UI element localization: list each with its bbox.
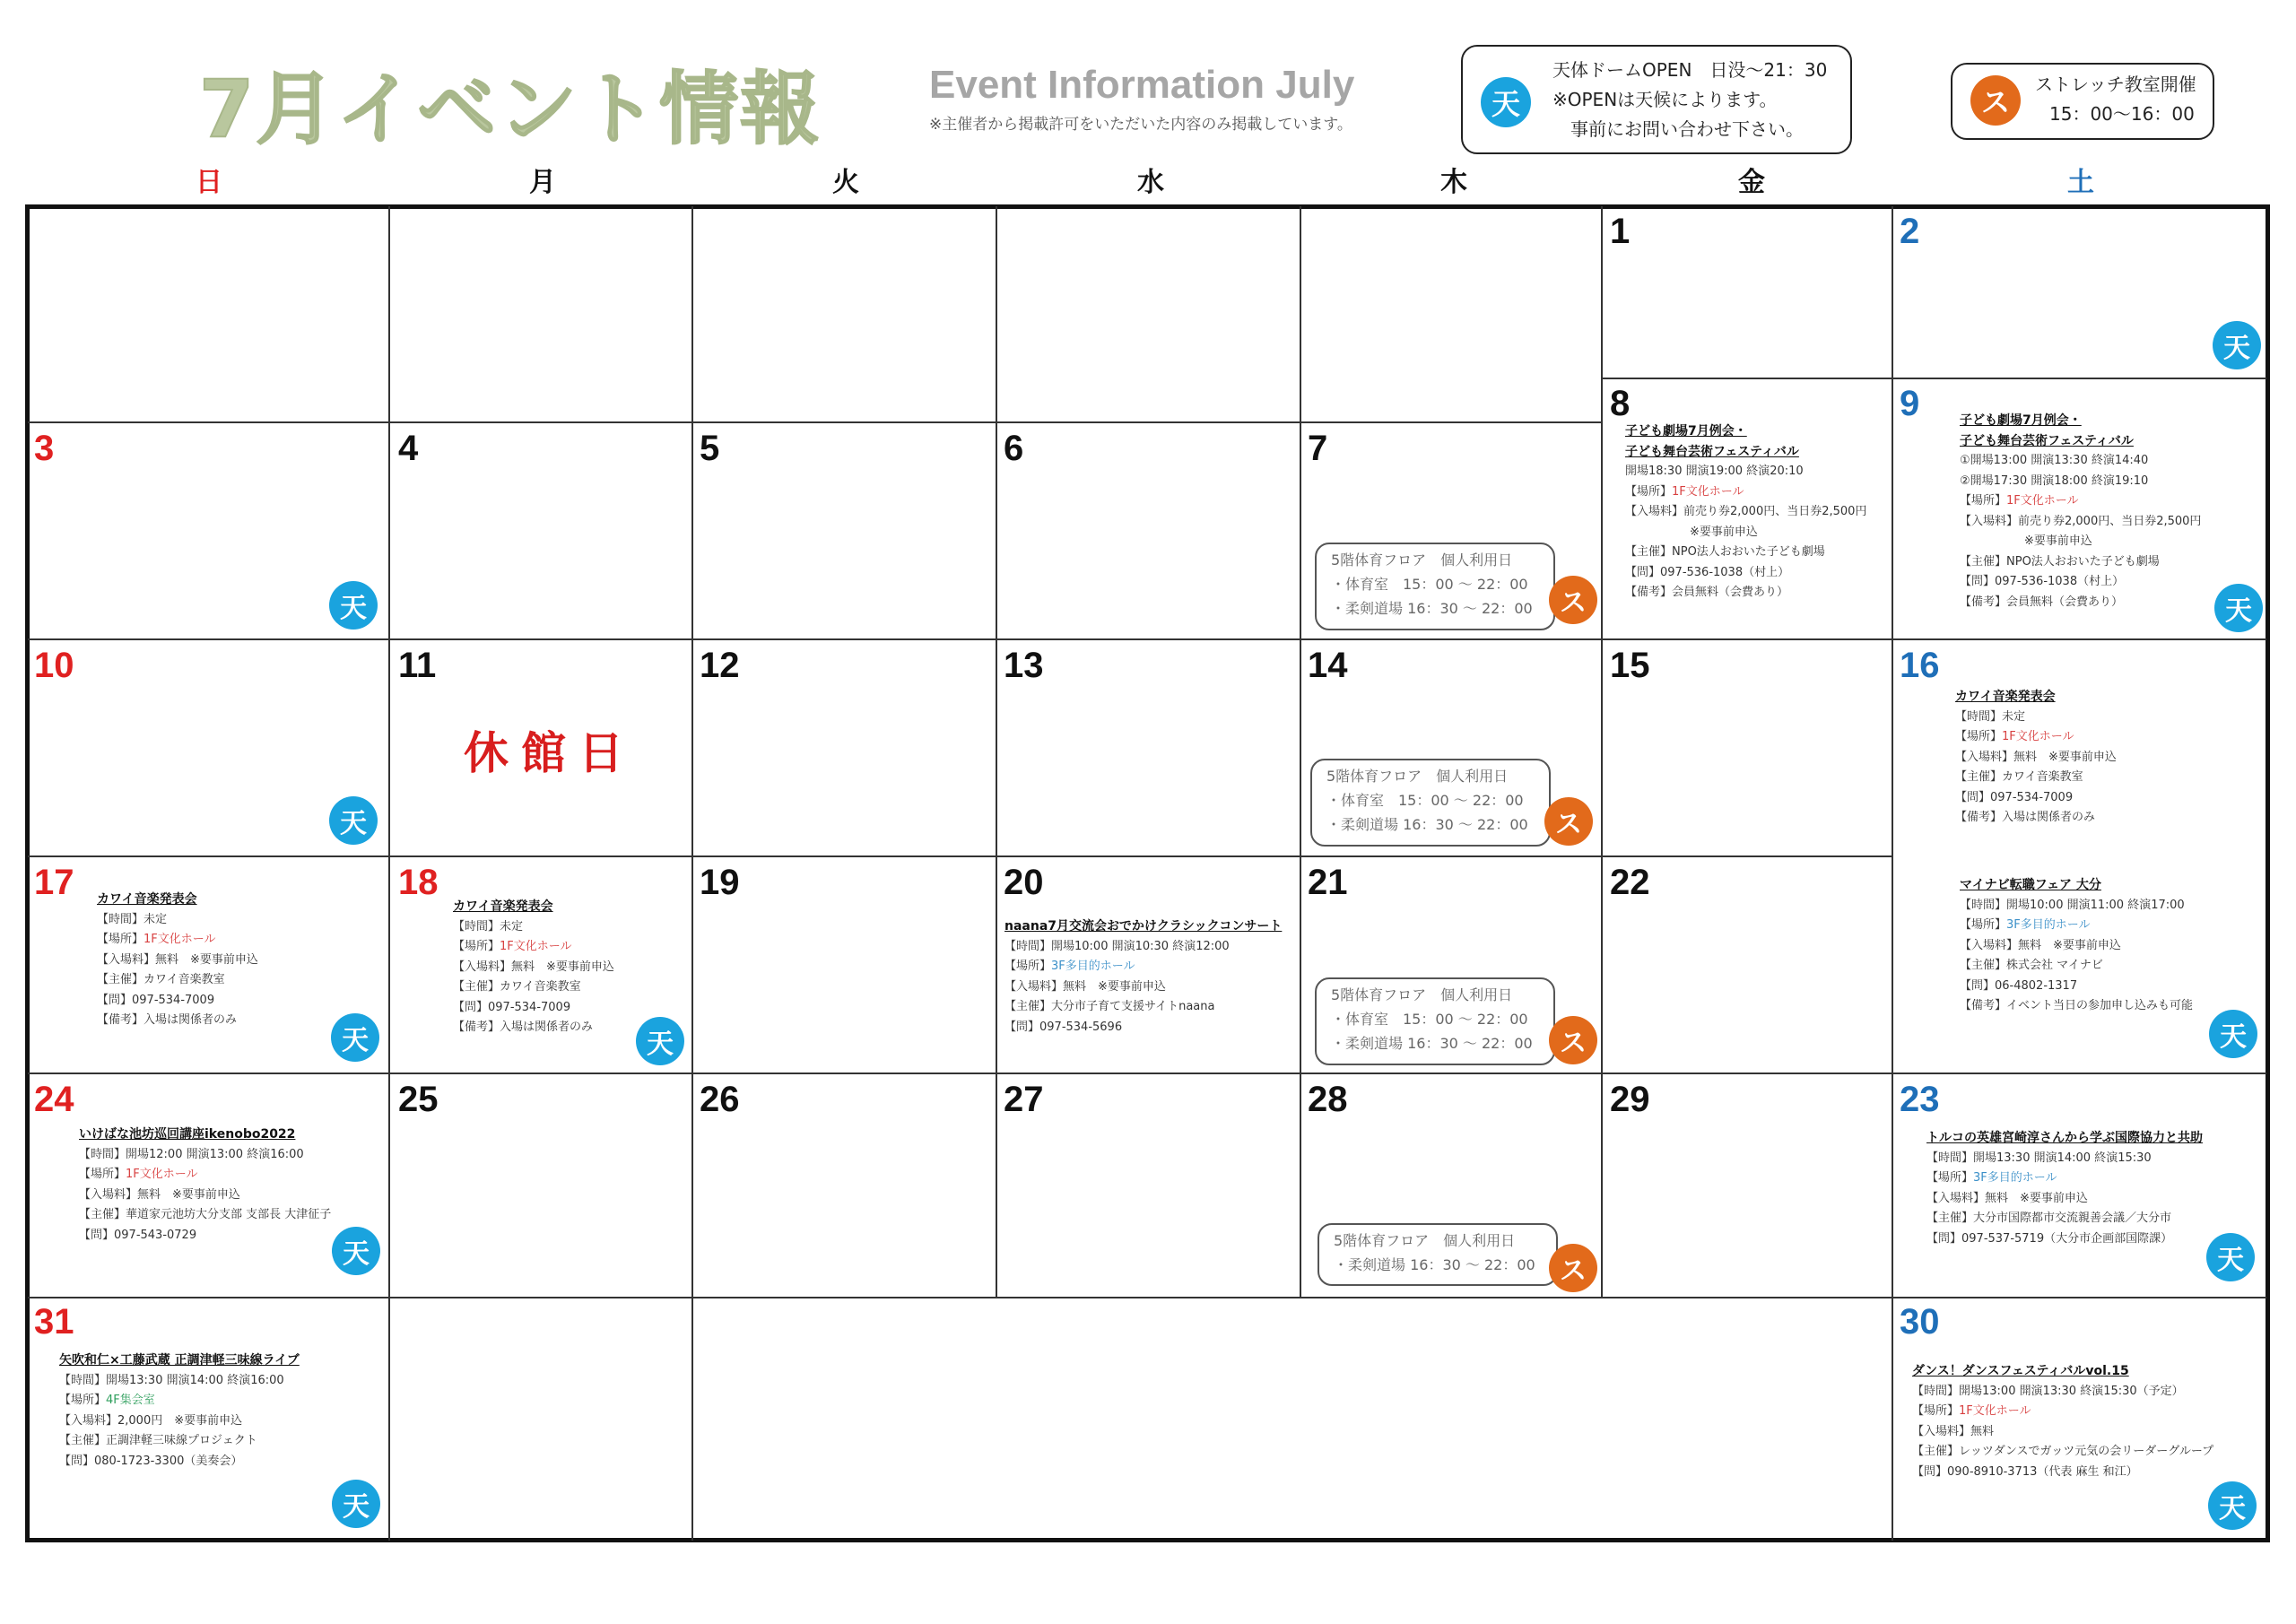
- event-place: [1960, 491, 2229, 512]
- event-place: [59, 1391, 382, 1411]
- event-tel: 【問】097-536-1038（村上）: [1960, 575, 2125, 588]
- day-number: 24: [34, 1080, 74, 1119]
- event-time: 【時間】未定: [1955, 709, 2026, 724]
- event-memo: 【備考】会員無料（会費あり）: [1625, 586, 1789, 599]
- gym-usage-box: [1310, 759, 1551, 847]
- day-number: 23: [1900, 1080, 1940, 1119]
- grid-line: [28, 855, 1893, 857]
- event-listing: [1955, 687, 2224, 829]
- event-time: 【時間】開場10:00 開演10:30 終演12:00: [1004, 939, 1230, 953]
- page-title: 7月イベント情報: [199, 63, 822, 155]
- event-fee: 【入場料】無料 ※要事前申込: [1960, 938, 2121, 952]
- day-number: 2: [1900, 212, 1920, 251]
- event-memo: 【備考】入場は関係者のみ: [97, 1013, 238, 1027]
- weekday-sun: 日: [196, 167, 222, 198]
- place-value: 1F文化ホール: [1959, 1404, 2031, 1418]
- dome-icon: 天: [2213, 321, 2261, 369]
- event-listing: [79, 1125, 384, 1246]
- event-tel: 【問】080-1723-3300（美奏会）: [59, 1454, 243, 1468]
- closed-day-label: 休館日: [464, 727, 636, 779]
- event-place: [453, 937, 686, 958]
- gym-room-hours: ・体育室 15：00 ～ 22：00: [1331, 1011, 1528, 1028]
- event-fee: 【入場料】無料 ※要事前申込: [1004, 979, 1166, 994]
- event-place: [1955, 727, 2224, 748]
- event-title: 子ども劇場7月例会・: [1960, 413, 2082, 428]
- event-listing: [1960, 411, 2229, 612]
- event-fee: 【入場料】無料 ※要事前申込: [453, 960, 614, 974]
- weekday-tue: 火: [832, 167, 859, 198]
- event-time: 【時間】開場13:30 開演14:00 終演15:30: [1926, 1151, 2152, 1165]
- event-memo: 【備考】会員無料（会費あり）: [1960, 595, 2124, 609]
- day-number: 5: [700, 429, 720, 468]
- day-number: 20: [1004, 863, 1044, 902]
- weekday-mon: 月: [529, 167, 556, 198]
- gym-room-hours: ・体育室 15：00 ～ 22：00: [1331, 576, 1528, 593]
- event-tel: 【問】097-543-0729: [79, 1228, 197, 1242]
- event-listing: [1960, 875, 2265, 1017]
- event-fee: 【入場料】無料 ※要事前申込: [97, 952, 258, 967]
- day-number: 3: [34, 429, 55, 468]
- event-host: 【主催】華道家元池坊大分支部 支部長 大津征子: [79, 1208, 332, 1221]
- kendo-hours: ・柔剣道場 16：30 ～ 22：00: [1331, 1035, 1533, 1052]
- event-tel: 【問】097-534-7009: [1955, 790, 2074, 804]
- dome-icon: 天: [2214, 584, 2263, 632]
- place-label: 【場所】: [1625, 484, 1673, 499]
- legend-su-line-1: ストレッチ教室開催: [2035, 74, 2196, 95]
- event-memo: 【備考】入場は関係者のみ: [1955, 811, 2096, 824]
- event-listing: [1625, 421, 1894, 604]
- gym-title: 5階体育フロア 個人利用日: [1334, 1232, 1516, 1249]
- weekday-thu: 木: [1440, 167, 1467, 198]
- event-title: 子ども舞台芸術フェスティバル: [1625, 444, 1799, 459]
- gym-usage-box: [1315, 543, 1555, 630]
- stretch-icon: ス: [1549, 1244, 1597, 1292]
- place-value: 3F多目的ホール: [1051, 960, 1135, 973]
- event-host: 【主催】大分市子育て支援サイトnaana: [1004, 1000, 1215, 1013]
- event-tel: 【問】097-536-1038（村上）: [1625, 565, 1790, 579]
- place-value: 3F多目的ホール: [1973, 1171, 2057, 1185]
- event-host: 【主催】カワイ音楽教室: [453, 980, 581, 994]
- event-fee-note: ※要事前申込: [1690, 525, 1758, 539]
- day-number: 11: [398, 646, 437, 685]
- event-time: 【時間】開場13:00 開演13:30 終演15:30（予定）: [1912, 1384, 2184, 1398]
- weekday-wed: 水: [1137, 167, 1164, 198]
- grid-line: [388, 206, 390, 1541]
- event-place: [1004, 957, 1300, 977]
- dome-icon: 天: [1481, 77, 1531, 127]
- dome-icon: 天: [331, 1013, 379, 1062]
- event-host: 【主催】大分市国際都市交流親善会議／大分市: [1926, 1211, 2172, 1225]
- place-label: 【場所】: [97, 933, 144, 946]
- day-number: 16: [1900, 646, 1940, 685]
- day-number: 10: [34, 646, 74, 685]
- gym-usage-box: [1318, 1223, 1558, 1286]
- event-time: ②開場17:30 開演18:00 終演19:10: [1960, 473, 2149, 488]
- legend-ten-line-3: 事前にお問い合わせ下さい。: [1570, 118, 1804, 140]
- event-tel: 【問】097-534-5696: [1004, 1020, 1123, 1034]
- event-place: [1926, 1168, 2258, 1189]
- event-time: 【時間】開場10:00 開演11:00 終演17:00: [1960, 898, 2185, 912]
- legend-ten: [1461, 45, 1852, 154]
- grid-line: [1601, 206, 1603, 1298]
- place-value: 1F文化ホール: [500, 940, 572, 953]
- event-fee: 【入場料】無料: [1912, 1424, 1995, 1438]
- day-number: 12: [700, 646, 740, 685]
- dome-icon: 天: [2209, 1010, 2257, 1058]
- legend-su-line-2: 15：00～16：00: [2049, 103, 2195, 125]
- place-value: 4F集会室: [106, 1394, 155, 1407]
- event-fee: 【入場料】前売り券2,000円、当日券2,500円: [1625, 505, 1867, 518]
- event-title: トルコの英雄宮崎淳さんから学ぶ国際協力と共助: [1926, 1131, 2203, 1145]
- event-listing: [453, 897, 686, 1038]
- place-label: 【場所】: [1926, 1171, 1974, 1185]
- day-number: 6: [1004, 429, 1024, 468]
- place-label: 【場所】: [1004, 960, 1052, 973]
- event-tel: 【問】090-8910-3713（代表 麻生 和江）: [1912, 1464, 2138, 1479]
- gym-title: 5階体育フロア 個人利用日: [1331, 551, 1513, 569]
- weekday-sat: 土: [2067, 167, 2094, 198]
- event-listing: [97, 890, 366, 1031]
- event-title: カワイ音楽発表会: [97, 892, 197, 907]
- event-title: いけばな池坊巡回講座ikenobo2022: [79, 1127, 296, 1142]
- event-time: 【時間】開場13:30 開演14:00 終演16:00: [59, 1373, 284, 1387]
- place-label: 【場所】: [1955, 730, 2003, 743]
- place-label: 【場所】: [1960, 918, 2007, 932]
- legend-ten-line-2: ※OPENは天候によります。: [1552, 89, 1778, 110]
- grid-line: [1603, 378, 2266, 379]
- gym-usage-box: [1315, 977, 1555, 1065]
- kendo-hours: ・柔剣道場 16：30 ～ 22：00: [1326, 816, 1528, 833]
- event-host: 【主催】NPO法人おおいた子ども劇場: [1625, 545, 1825, 559]
- place-value: 3F多目的ホール: [2006, 918, 2091, 932]
- event-place: [1960, 916, 2265, 936]
- event-host: 【主催】カワイ音楽教室: [1955, 770, 2083, 784]
- event-place: [1625, 482, 1894, 503]
- day-number: 30: [1900, 1302, 1940, 1342]
- event-listing: [1912, 1361, 2266, 1482]
- event-place: [97, 930, 366, 951]
- place-value: 1F文化ホール: [2002, 730, 2074, 743]
- day-number: 19: [700, 863, 740, 902]
- stretch-icon: ス: [1549, 576, 1597, 624]
- event-tel: 【問】097-534-7009: [453, 1000, 571, 1014]
- place-label: 【場所】: [1912, 1404, 1960, 1418]
- event-time: 【時間】未定: [453, 919, 524, 934]
- weekday-fri: 金: [1738, 167, 1765, 198]
- grid-line: [691, 206, 693, 1541]
- legend-su: [1951, 63, 2214, 140]
- event-time: 【時間】未定: [97, 912, 168, 926]
- dome-icon: 天: [2208, 1481, 2257, 1530]
- grid-line: [28, 1073, 2266, 1074]
- day-number: 1: [1610, 212, 1631, 251]
- day-number: 28: [1308, 1080, 1348, 1119]
- dome-icon: 天: [329, 581, 378, 630]
- event-fee: 【入場料】無料 ※要事前申込: [79, 1187, 240, 1202]
- event-host: 【主催】株式会社 マイナビ: [1960, 959, 2103, 972]
- event-title: 子ども劇場7月例会・: [1625, 424, 1747, 439]
- day-number: 22: [1610, 863, 1650, 902]
- event-tel: 【問】097-534-7009: [97, 993, 215, 1007]
- event-tel: 【問】06-4802-1317: [1960, 978, 2078, 993]
- day-number: 14: [1308, 646, 1348, 685]
- gym-title: 5階体育フロア 個人利用日: [1326, 768, 1509, 785]
- grid-line: [28, 421, 1603, 423]
- day-number: 25: [398, 1080, 439, 1119]
- page-subtitle: Event Information July: [929, 63, 1355, 107]
- publication-note: ※主催者から掲載許可をいただいた内容のみ掲載しています。: [929, 116, 1352, 134]
- event-listing: [59, 1350, 382, 1472]
- gym-title: 5階体育フロア 個人利用日: [1331, 986, 1513, 1003]
- event-fee: 【入場料】無料 ※要事前申込: [1926, 1191, 2088, 1205]
- day-number: 18: [398, 863, 439, 902]
- day-number: 8: [1610, 384, 1631, 423]
- dome-icon: 天: [636, 1017, 684, 1065]
- grid-line: [28, 638, 2266, 640]
- event-title: 矢吹和仁×工藤武蔵 正調津軽三味線ライブ: [59, 1353, 300, 1368]
- kendo-hours: ・柔剣道場 16：30 ～ 22：00: [1331, 600, 1533, 617]
- day-number: 31: [34, 1302, 74, 1342]
- legend-ten-line-1: 天体ドームOPEN 日没～21：30: [1552, 59, 1828, 81]
- event-title: ダンス！ダンスフェスティバルvol.15: [1912, 1364, 2129, 1378]
- event-title: マイナビ転職フェア 大分: [1960, 878, 2101, 892]
- event-title: カワイ音楽発表会: [1955, 690, 2056, 704]
- event-place: [79, 1165, 384, 1185]
- day-number: 17: [34, 863, 74, 902]
- place-label: 【場所】: [453, 940, 500, 953]
- day-number: 7: [1308, 429, 1328, 468]
- kendo-hours: ・柔剣道場 16：30 ～ 22：00: [1334, 1256, 1535, 1273]
- event-host: 【主催】カワイ音楽教室: [97, 973, 225, 986]
- stretch-icon: ス: [1549, 1016, 1597, 1064]
- grid-line: [1300, 206, 1301, 1298]
- gym-room-hours: ・体育室 15：00 ～ 22：00: [1326, 792, 1524, 809]
- event-time: ①開場13:00 開演13:30 終演14:40: [1960, 454, 2149, 467]
- event-time: 【時間】開場12:00 開演13:00 終演16:00: [79, 1147, 304, 1161]
- event-host: 【主催】NPO法人おおいた子ども劇場: [1960, 554, 2160, 569]
- event-place: [1912, 1402, 2266, 1422]
- dome-icon: 天: [332, 1227, 380, 1275]
- day-number: 9: [1900, 384, 1920, 423]
- day-number: 26: [700, 1080, 740, 1119]
- event-listing: [1004, 916, 1300, 1038]
- grid-line: [1892, 206, 1893, 1541]
- event-time: 開場18:30 開演19:00 終演20:10: [1625, 465, 1804, 478]
- day-number: 29: [1610, 1080, 1650, 1119]
- place-value: 1F文化ホール: [1672, 484, 1744, 499]
- place-value: 1F文化ホール: [126, 1168, 198, 1181]
- event-host: 【主催】正調津軽三味線プロジェクト: [59, 1434, 257, 1447]
- event-fee: 【入場料】無料 ※要事前申込: [1955, 750, 2117, 764]
- place-label: 【場所】: [59, 1394, 107, 1407]
- day-number: 27: [1004, 1080, 1044, 1119]
- stretch-icon: ス: [1544, 797, 1593, 846]
- event-memo: 【備考】イベント当日の参加申し込みも可能: [1960, 999, 2194, 1012]
- event-memo: 【備考】入場は関係者のみ: [453, 1020, 594, 1034]
- event-title: カワイ音楽発表会: [453, 899, 553, 914]
- event-fee: 【入場料】前売り券2,000円、当日券2,500円: [1960, 514, 2202, 528]
- dome-icon: 天: [329, 796, 378, 845]
- event-title: 子ども舞台芸術フェスティバル: [1960, 433, 2134, 448]
- place-value: 1F文化ホール: [2006, 494, 2079, 508]
- event-listing: [1926, 1128, 2258, 1249]
- place-value: 1F文化ホール: [144, 933, 216, 946]
- event-fee: 【入場料】2,000円 ※要事前申込: [59, 1413, 243, 1428]
- stretch-icon: ス: [1970, 75, 2021, 126]
- grid-line: [996, 206, 997, 1298]
- dome-icon: 天: [332, 1480, 380, 1528]
- grid-line: [28, 1297, 2266, 1298]
- place-label: 【場所】: [79, 1168, 126, 1181]
- day-number: 4: [398, 429, 419, 468]
- dome-icon: 天: [2206, 1233, 2255, 1281]
- day-number: 21: [1308, 863, 1348, 902]
- event-host: 【主催】レッツダンスでガッツ元気の会リーダーグループ: [1912, 1445, 2214, 1458]
- day-number: 15: [1610, 646, 1650, 685]
- event-fee-note: ※要事前申込: [2024, 534, 2092, 548]
- day-number: 13: [1004, 646, 1044, 685]
- place-label: 【場所】: [1960, 494, 2007, 508]
- event-title: naana7月交流会おでかけクラシックコンサート: [1004, 919, 1283, 934]
- event-tel: 【問】097-537-5719（大分市企画部国際課）: [1926, 1231, 2173, 1246]
